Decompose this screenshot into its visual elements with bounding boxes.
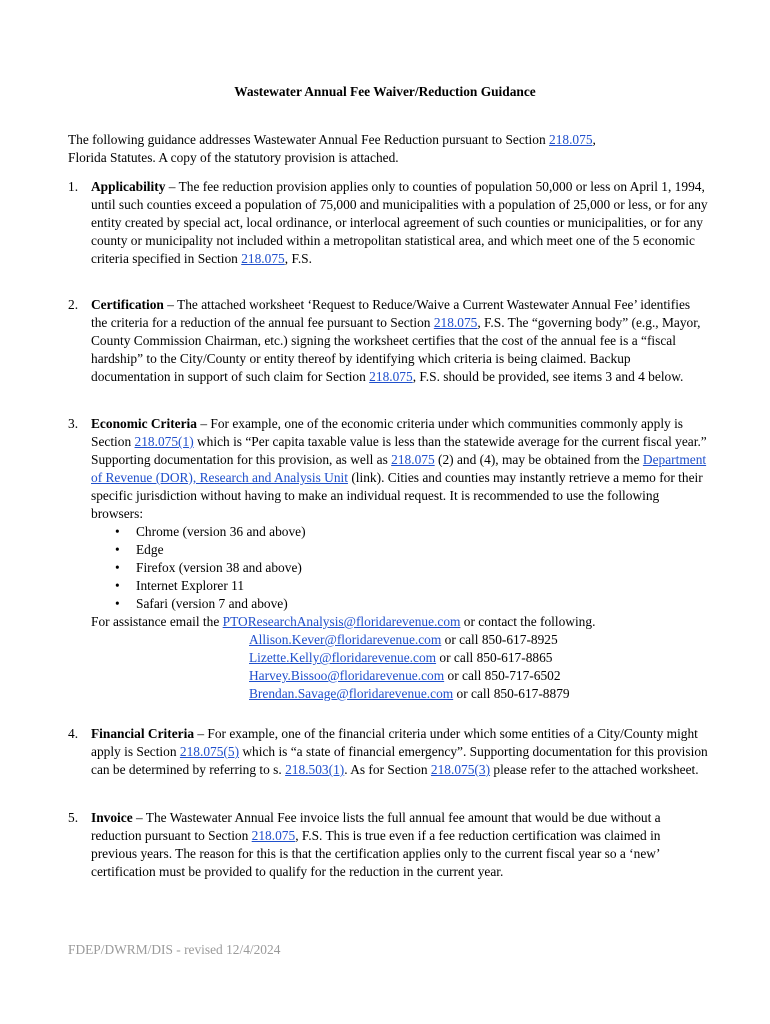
email-link[interactable]: Allison.Kever@floridarevenue.com — [249, 632, 442, 647]
item-number: 5. — [68, 810, 79, 825]
item-text: . As for Section — [344, 762, 431, 777]
intro-text: The following guidance addresses Wastewater Annual Fee Reduction pursuant to Section — [68, 132, 549, 147]
item-number: 4. — [68, 726, 79, 741]
item-text: (link). Cities and counties may instantly retrieve a memo for their specific jurisdiction without having to make an individual request. It is recommended to use the following browsers: — [91, 470, 703, 521]
statute-link[interactable]: 218.075(3) — [430, 762, 491, 777]
phone-text: or call 850-617-8879 — [453, 686, 570, 701]
item-number: 1. — [68, 179, 79, 194]
item-text: – The attached worksheet ‘Request to Reduce/Waive a Current Wastewater Annual Fee’ identifies the criteria for a reduction of the annual fee pursuant to Section — [91, 297, 691, 330]
statute-link[interactable]: 218.075 — [251, 828, 296, 843]
footer-revision: FDEP/DWRM/DIS - revised 12/4/2024 — [68, 942, 281, 957]
item-text: which is “a state of financial emergency”. Supporting documentation for this provision can be determined by referring to s. — [91, 744, 708, 777]
phone-text: or call 850-717-6502 — [444, 668, 561, 683]
item-text: – The Wastewater Annual Fee invoice lists the full annual fee amount that would be due without a reduction pursuant to Section — [91, 810, 661, 843]
page-title: Wastewater Annual Fee Waiver/Reduction Guidance — [234, 84, 536, 99]
item-heading: Applicability — [91, 179, 166, 194]
list-item: • Internet Explorer 11 — [91, 577, 708, 595]
list-item — [68, 296, 708, 386]
item-heading: Financial Criteria — [91, 726, 195, 741]
statute-link[interactable]: 218.075 — [433, 315, 478, 330]
item-text: – For example, one of the economic criteria under which communities commonly apply is Section — [91, 416, 684, 449]
list-item: • Safari (version 7 and above) — [91, 595, 708, 613]
email-link[interactable]: Harvey.Bissoo@floridarevenue.com — [249, 668, 445, 683]
item-text: – The fee reduction provision applies only to counties of population 50,000 or less on April 1, 1994, until such counties exceed a population of 75,000 and municipalities with a population of 25,000 or less, or for any entity created by special act, local ordinance, or interlocal agreement of such counties or municipalities, or for any county or municipality not included within a metropolitan statistical area, and which meet one of the 5 economic criteria specified in Section — [91, 179, 708, 266]
item-text: , F.S. The “governing body” (e.g., Mayor, County Commission Chairman, etc.) signing the worksheet certifies that the cost of the annual fee is a “fiscal hardship” to the City/County or entity thereof by identifying which criteria is being claimed. Backup documentation in support of such claim for Section — [91, 315, 701, 384]
browser-list — [91, 523, 708, 613]
statute-link[interactable]: 218.075 — [549, 132, 593, 147]
list-item: • Chrome (version 36 and above) — [91, 523, 708, 541]
list-item — [68, 809, 708, 881]
email-link[interactable]: Lizette.Kelly@floridarevenue.com — [249, 650, 437, 665]
intro-paragraph — [68, 131, 708, 167]
assistance-text: or contact the following. — [460, 614, 596, 629]
item-text: , F.S. This is true even if a fee reduction certification was claimed in previous years. The reason for this is that the certification applies only to the current fiscal year so a ‘new’ certification must be provided to qualify for the reduction in the current year. — [91, 828, 661, 879]
statute-link[interactable]: 218.075 — [391, 452, 435, 467]
statute-link[interactable]: 218.075(5) — [179, 744, 240, 759]
list-item — [68, 415, 708, 703]
dor-research-link[interactable]: Department of Revenue (DOR), Research and Analysis Unit — [91, 452, 707, 485]
assistance-line — [91, 613, 708, 631]
item-heading: Economic Criteria — [91, 416, 197, 431]
email-link[interactable]: PTOResearchAnalysis@floridarevenue.com — [222, 614, 461, 629]
item-text: which is “Per capita taxable value is less than the statewide average for the current fiscal year.” Supporting documentation for this provision, as well as — [91, 434, 707, 467]
item-heading: Certification — [91, 297, 164, 312]
item-text: , F.S. — [284, 251, 312, 266]
item-text: please refer to the attached worksheet. — [490, 762, 699, 777]
item-number: 2. — [68, 297, 79, 312]
email-link[interactable]: Brendan.Savage@floridarevenue.com — [249, 686, 454, 701]
statute-link[interactable]: 218.075(1) — [134, 434, 194, 449]
contact-line — [91, 631, 708, 649]
contact-line — [91, 667, 708, 685]
item-text: – For example, one of the financial criteria under which some entities of a City/County might apply is Section — [91, 726, 698, 759]
phone-text: or call 850-617-8925 — [441, 632, 558, 647]
list-item — [68, 725, 708, 779]
statute-link[interactable]: 218.075 — [369, 369, 413, 384]
item-number: 3. — [68, 416, 79, 431]
list-item: • Firefox (version 38 and above) — [91, 559, 708, 577]
item-text: , F.S. should be provided, see items 3 and 4 below. — [412, 369, 684, 384]
statute-link[interactable]: 218.075 — [241, 251, 285, 266]
list-item — [68, 178, 708, 268]
intro-text: Florida Statutes. A copy of the statutory provision is attached. — [68, 150, 399, 165]
contact-line — [91, 649, 708, 667]
statute-link[interactable]: 218.503(1) — [285, 762, 345, 777]
intro-text: , — [592, 132, 596, 147]
phone-text: or call 850-617-8865 — [436, 650, 553, 665]
item-text: (2) and (4), may be obtained from the — [434, 452, 643, 467]
contact-line — [91, 685, 708, 703]
assistance-text: For assistance email the — [91, 614, 223, 629]
list-item: • Edge — [91, 541, 708, 559]
item-heading: Invoice — [91, 810, 133, 825]
